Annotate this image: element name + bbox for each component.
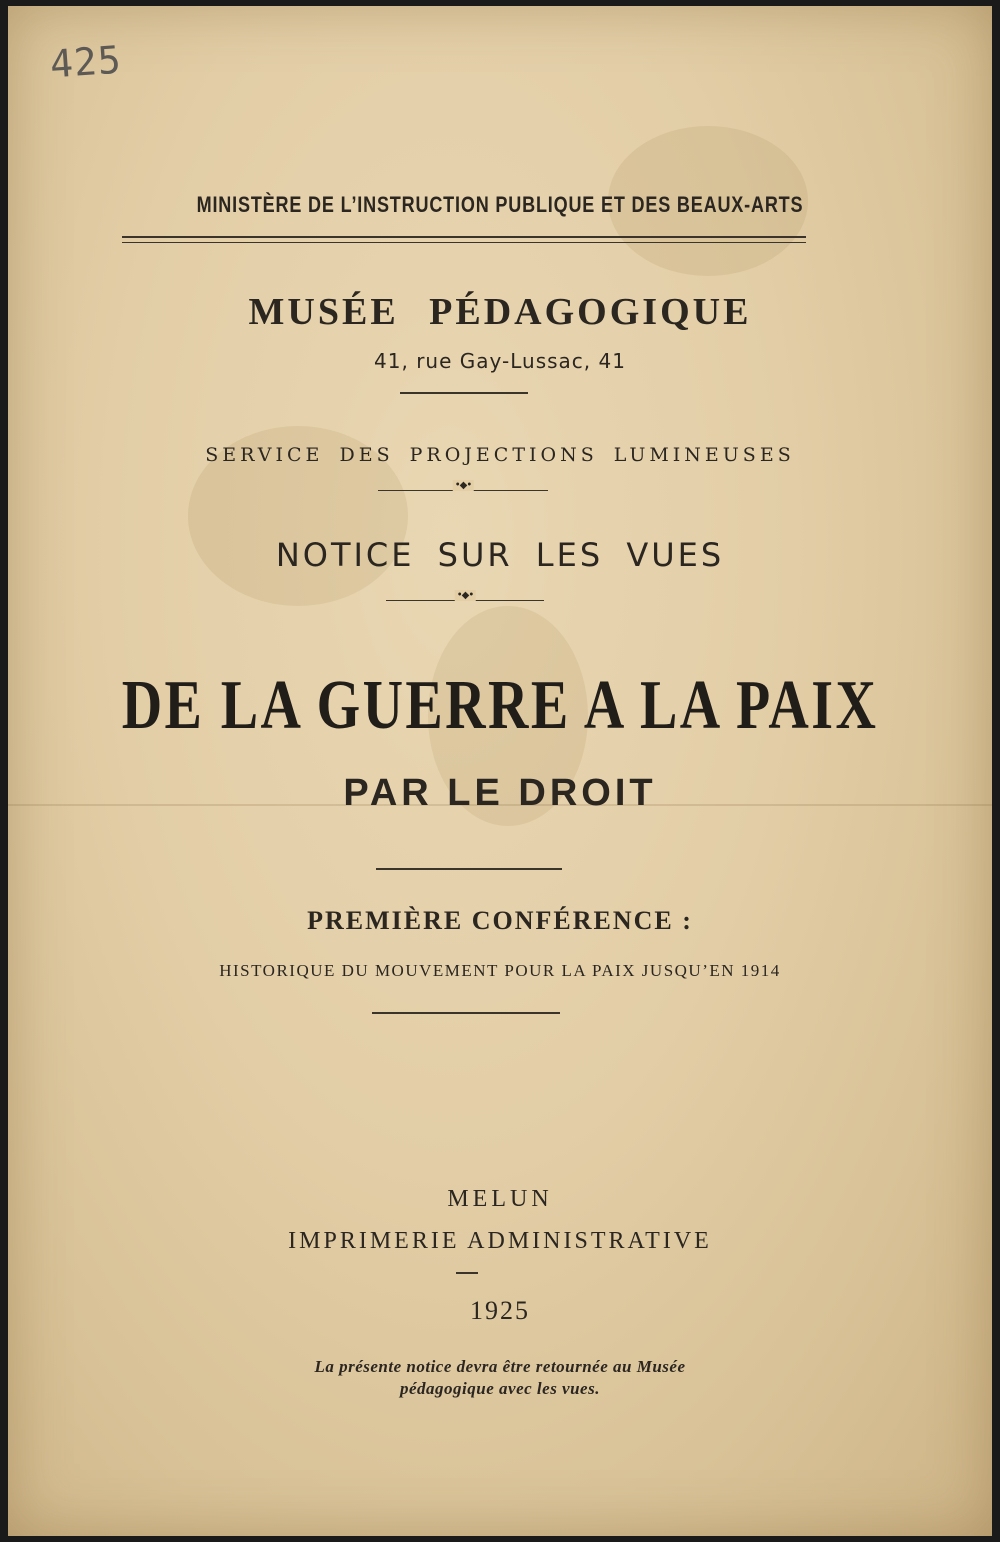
ornamental-rule: [386, 596, 544, 606]
imprint-city: MELUN: [447, 1186, 553, 1212]
short-rule: [400, 392, 528, 394]
rule-divider: [372, 1012, 560, 1014]
main-title: DE LA GUERRE A LA PAIX: [121, 667, 879, 744]
imprint-printer: IMPRIMERIE ADMINISTRATIVE: [288, 1228, 712, 1254]
service-heading: SERVICE DES PROJECTIONS LUMINEUSES: [205, 444, 795, 466]
conference-heading: PREMIÈRE CONFÉRENCE :: [307, 906, 693, 935]
return-note-line: La présente notice devra être retournée au Musée: [314, 1357, 686, 1376]
museum-address: 41, rue Gay-Lussac, 41: [374, 349, 626, 373]
dash-divider: [456, 1272, 478, 1274]
museum-name: MUSÉE PÉDAGOGIQUE: [248, 291, 752, 333]
notice-heading: NOTICE SUR LES VUES: [275, 536, 725, 574]
document-page: [8, 6, 992, 1536]
return-note: [8, 1356, 992, 1400]
handwritten-number: 425: [48, 37, 124, 87]
ornamental-rule: [378, 486, 548, 496]
rule-divider: [376, 868, 562, 870]
return-note-line: pédagogique avec les vues.: [400, 1379, 600, 1398]
imprint-year: 1925: [470, 1296, 530, 1325]
conference-subject: HISTORIQUE DU MOUVEMENT POUR LA PAIX JUSQU’EN 1914: [219, 961, 781, 980]
double-rule-divider: [122, 236, 806, 243]
ministry-heading: MINISTÈRE DE L’INSTRUCTION PUBLIQUE ET DES BEAUX-ARTS: [196, 192, 804, 217]
subtitle: PAR LE DROIT: [343, 772, 657, 814]
